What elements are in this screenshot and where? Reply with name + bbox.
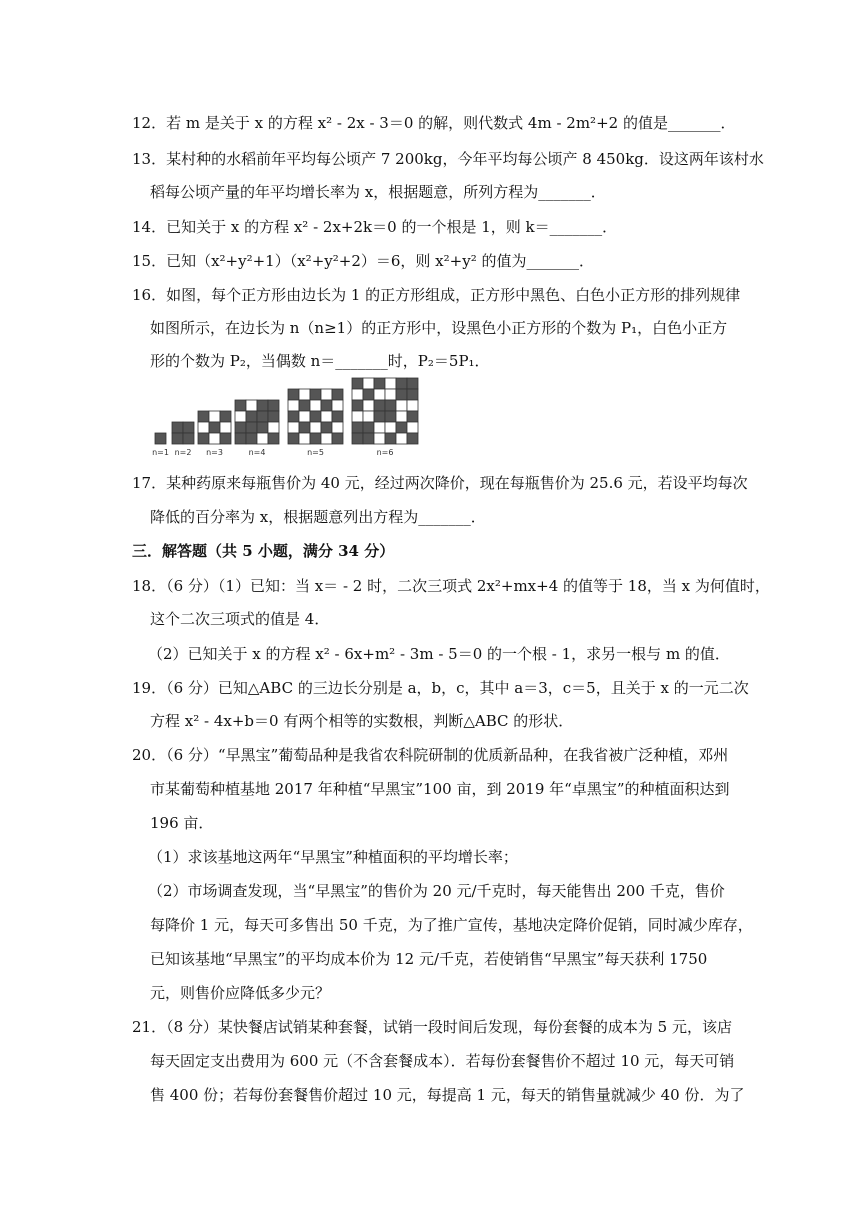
pattern-square-n4 [235, 400, 279, 444]
pattern-cell [407, 389, 418, 400]
question-16-line1: 16．如图，每个正方形由边长为 1 的正方形组成，正方形中黑色、白色小正方形的排列规律 [132, 286, 741, 304]
question-20-line2: 市某葡萄种植基地 2017 年种植“早黑宝”100 亩，到 2019 年“卓黑宝”的种植面积达到 [150, 780, 730, 798]
pattern-cell [198, 422, 209, 433]
pattern-cell [332, 411, 343, 422]
pattern-cell [268, 433, 279, 444]
pattern-cell [183, 422, 194, 433]
pattern-cell [220, 411, 231, 422]
question-14: 14．已知关于 x 的方程 x² - 2x+2k＝0 的一个根是 1，则 k＝_______． [132, 218, 618, 236]
pattern-square-n3 [198, 411, 231, 444]
pattern-cell [407, 400, 418, 411]
pattern-cell [321, 389, 332, 400]
pattern-cell [374, 389, 385, 400]
pattern-cell [310, 433, 321, 444]
pattern-cell [363, 389, 374, 400]
pattern-cell [321, 411, 332, 422]
pattern-cell [299, 400, 310, 411]
question-20-part2-line4: 元，则售价应降低多少元？ [150, 984, 331, 1002]
pattern-cell [363, 411, 374, 422]
pattern-cell [396, 411, 407, 422]
question-20-line3: 196 亩． [150, 814, 214, 832]
pattern-cell [288, 389, 299, 400]
pattern-cell [385, 389, 396, 400]
pattern-square-n5 [288, 389, 343, 444]
pattern-cell [257, 400, 268, 411]
question-16-line2: 如图所示，在边长为 n（n≥1）的正方形中，设黑色小正方形的个数为 P₁，白色小正方 [150, 319, 728, 337]
pattern-cell [246, 411, 257, 422]
question-13-line2: 稻每公顷产量的年平均增长率为 x，根据题意，所列方程为_______． [150, 183, 606, 201]
pattern-cell [396, 389, 407, 400]
pattern-cell [209, 422, 220, 433]
pattern-cell [407, 433, 418, 444]
pattern-cell [332, 389, 343, 400]
pattern-cell [385, 411, 396, 422]
pattern-cell [299, 389, 310, 400]
pattern-cell [172, 422, 183, 433]
question-20-part2-line1: （2）市场调查发现，当“早黑宝”的售价为 20 元/千克时，每天能售出 200 千克，售价 [148, 882, 725, 900]
pattern-cell [321, 422, 332, 433]
question-19-line1: 19．（6 分）已知△ABC 的三边长分别是 a，b，c，其中 a＝3，c＝5，且关于 x 的一元二次 [132, 679, 749, 697]
pattern-cell [235, 411, 246, 422]
pattern-cell [385, 433, 396, 444]
pattern-cell [155, 433, 166, 444]
question-17-line2: 降低的百分率为 x，根据题意列出方程为_______． [150, 508, 486, 526]
pattern-cell [363, 400, 374, 411]
pattern-cell [310, 389, 321, 400]
pattern-square-n6 [352, 378, 418, 444]
pattern-square-n1 [155, 433, 166, 444]
pattern-cell [374, 378, 385, 389]
pattern-cell [246, 400, 257, 411]
pattern-label-n5: n=5 [307, 448, 324, 457]
pattern-cell [288, 400, 299, 411]
pattern-label-n3: n=3 [206, 448, 223, 457]
pattern-cell [374, 422, 385, 433]
question-20-line1: 20．（6 分）“早黑宝”葡萄品种是我省农科院研制的优质新品种，在我省被广泛种植，邓州 [132, 746, 729, 764]
pattern-cell [299, 411, 310, 422]
question-20-part2-line2: 每降价 1 元，每天可多售出 50 千克，为了推广宣传，基地决定降价促销，同时减少库存， [150, 916, 753, 934]
question-12: 12．若 m 是关于 x 的方程 x² - 2x - 3＝0 的解，则代数式 4m - 2m²+2 的值是_______． [132, 114, 736, 132]
pattern-cell [332, 433, 343, 444]
question-21-line2: 每天固定支出费用为 600 元（不含套餐成本）．若每份套餐售价不超过 10 元，每天可销 [150, 1052, 735, 1070]
pattern-cell [183, 433, 194, 444]
pattern-cell [374, 400, 385, 411]
question-18-line1: 18．（6 分）（1）已知：当 x＝ - 2 时，二次三项式 2x²+mx+4 的值等于 18，当 x 为何值时， [132, 577, 770, 595]
pattern-cell [352, 378, 363, 389]
pattern-cell [257, 411, 268, 422]
pattern-cell [198, 433, 209, 444]
question-21-line3: 售 400 份；若每份套餐售价超过 10 元，每提高 1 元，每天的销售量就减少 40 份．为了 [150, 1086, 745, 1104]
pattern-cell [374, 411, 385, 422]
pattern-cell [374, 433, 385, 444]
pattern-label-n2: n=2 [174, 448, 192, 457]
pattern-cell [209, 433, 220, 444]
pattern-label-n1: n=1 [152, 448, 169, 457]
pattern-cell [407, 378, 418, 389]
pattern-cell [385, 400, 396, 411]
question-17-line1: 17．某种药原来每瓶售价为 40 元，经过两次降价，现在每瓶售价为 25.6 元，若设平均每次 [132, 474, 748, 492]
question-15: 15．已知（x²+y²+1）（x²+y²+2）＝6，则 x²+y² 的值为_______． [132, 252, 594, 270]
pattern-cell [235, 400, 246, 411]
pattern-cell [310, 411, 321, 422]
pattern-cell [332, 422, 343, 433]
pattern-cell [299, 422, 310, 433]
pattern-cell [352, 400, 363, 411]
pattern-cell [352, 422, 363, 433]
pattern-cell [246, 433, 257, 444]
pattern-cell [321, 433, 332, 444]
pattern-cell [246, 422, 257, 433]
pattern-cell [288, 422, 299, 433]
pattern-cell [198, 411, 209, 422]
pattern-cell [385, 422, 396, 433]
pattern-cell [407, 411, 418, 422]
pattern-cell [268, 422, 279, 433]
square-pattern-figure [150, 376, 420, 460]
pattern-cell [288, 433, 299, 444]
pattern-cell [352, 433, 363, 444]
pattern-cell [257, 433, 268, 444]
pattern-label-n4: n=4 [248, 448, 266, 457]
pattern-cell [288, 411, 299, 422]
question-13-line1: 13．某村种的水稻前年平均每公顷产 7 200kg，今年平均每公顷产 8 450kg．设这两年该村水 [132, 150, 764, 168]
pattern-cell [396, 378, 407, 389]
pattern-cell [172, 433, 183, 444]
pattern-cell [352, 411, 363, 422]
pattern-cell [268, 411, 279, 422]
pattern-cell [385, 378, 396, 389]
pattern-cell [235, 433, 246, 444]
pattern-square-n2 [172, 422, 194, 444]
pattern-cell [363, 433, 374, 444]
pattern-cell [332, 400, 343, 411]
pattern-cell [257, 422, 268, 433]
pattern-cell [396, 400, 407, 411]
question-20-part2-line3: 已知该基地“早黑宝”的平均成本价为 12 元/千克，若使销售“早黑宝”每天获利 1750 [150, 950, 708, 968]
pattern-cell [310, 422, 321, 433]
pattern-cell [220, 422, 231, 433]
question-16-line3: 形的个数为 P₂，当偶数 n＝_______时，P₂＝5P₁． [150, 352, 490, 370]
pattern-cell [321, 400, 332, 411]
question-18-part2: （2）已知关于 x 的方程 x² - 6x+m² - 3m - 5＝0 的一个根 - 1，求另一根与 m 的值． [148, 645, 730, 663]
question-21-line1: 21．（8 分）某快餐店试销某种套餐，试销一段时间后发现，每份套餐的成本为 5 元，该店 [132, 1018, 732, 1036]
pattern-cell [209, 411, 220, 422]
pattern-cell [352, 389, 363, 400]
pattern-label-n6: n=6 [376, 448, 394, 457]
pattern-cell [268, 400, 279, 411]
pattern-cell [396, 433, 407, 444]
pattern-cell [299, 433, 310, 444]
question-18-line2: 这个二次三项式的值是 4． [150, 610, 330, 628]
question-20-part1: （1）求该基地这两年“早黑宝”种植面积的平均增长率； [148, 848, 518, 866]
section-title: 三．解答题（共 5 小题，满分 34 分） [132, 542, 395, 560]
pattern-cell [220, 433, 231, 444]
pattern-cell [310, 400, 321, 411]
pattern-cell [407, 422, 418, 433]
pattern-cell [396, 422, 407, 433]
question-19-line2: 方程 x² - 4x+b＝0 有两个相等的实数根，判断△ABC 的形状． [150, 712, 574, 730]
pattern-cell [363, 422, 374, 433]
pattern-cell [235, 422, 246, 433]
pattern-cell [363, 378, 374, 389]
